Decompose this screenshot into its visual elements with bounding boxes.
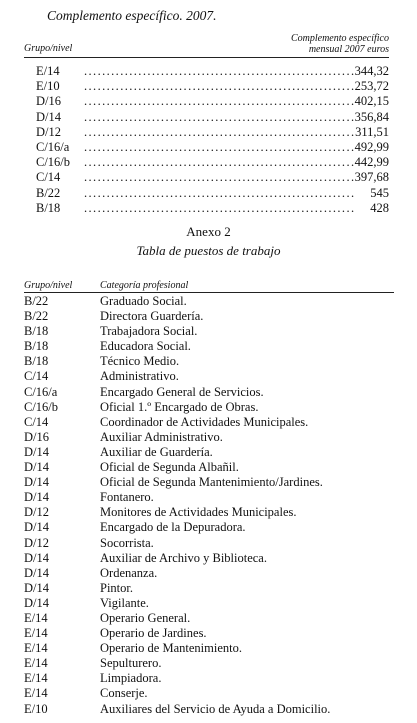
table1-header-group: Grupo/nivel (24, 43, 73, 54)
table1-amount-cell: 545 (370, 185, 389, 200)
table2-row (24, 354, 394, 369)
dot-leader: ............................................................ (84, 124, 356, 139)
dot-leader: ............................................................ (84, 139, 356, 154)
table2-group-cell: D/12 (24, 535, 49, 550)
table2-category-cell: Coordinador de Actividades Municipales. (100, 414, 309, 429)
table2-row (24, 596, 394, 611)
table2-group-cell: D/14 (24, 580, 49, 595)
table1-amount-cell: 492,99 (354, 139, 389, 154)
table2-row (24, 339, 394, 354)
table2-category-cell: Oficial 1.º Encargado de Obras. (100, 399, 259, 414)
table2-category-cell: Operario de Jardines. (100, 626, 207, 641)
table2-category-cell: Sepulturero. (100, 656, 162, 671)
table2-group-cell: D/14 (24, 490, 49, 505)
table1-group-cell: D/16 (36, 94, 61, 109)
table1-group-cell: D/12 (36, 124, 61, 139)
table1-amount-cell: 442,99 (354, 155, 389, 170)
table2-row (24, 551, 394, 566)
table2-group-cell: E/14 (24, 686, 48, 701)
table1-row (24, 155, 389, 170)
dot-leader: ............................................................ (84, 109, 356, 124)
table2-group-cell: E/14 (24, 671, 48, 686)
table2-category-cell: Conserje. (100, 686, 148, 701)
table1-row (24, 201, 389, 216)
table1-group-cell: C/16/b (36, 155, 71, 170)
table2-group-cell: C/14 (24, 414, 49, 429)
table1-amount-cell: 428 (370, 200, 389, 215)
table2-group-cell: E/14 (24, 641, 48, 656)
table1-row (24, 140, 389, 155)
table2-category-cell: Auxiliar de Guardería. (100, 444, 213, 459)
dot-leader: ............................................................ (84, 64, 356, 78)
table1-row (24, 110, 389, 125)
table2-row (24, 369, 394, 384)
table2-row (24, 294, 394, 309)
table2-category-cell: Trabajadora Social. (100, 324, 198, 339)
dot-leader: ............................................................ (84, 79, 356, 94)
table2-category-cell: Encargado General de Servicios. (100, 384, 264, 399)
table2-category-cell: Auxiliar de Archivo y Biblioteca. (100, 550, 267, 565)
table2-row (24, 460, 394, 475)
table2-group-cell: C/14 (24, 369, 49, 384)
table2-row (24, 445, 394, 460)
table1-group-cell: C/16/a (36, 139, 70, 154)
table2-category-cell: Pintor. (100, 580, 133, 595)
table2-category-cell: Fontanero. (100, 490, 154, 505)
table2-category-cell: Socorrista. (100, 535, 154, 550)
table1-row (24, 186, 389, 201)
table1-group-cell: B/22 (36, 185, 61, 200)
table1-row (24, 79, 389, 94)
table1-title: Complemento específico. 2007. (47, 8, 217, 23)
table2-row (24, 686, 394, 701)
table2-group-cell: E/10 (24, 701, 48, 716)
table1-amount-cell: 397,68 (354, 170, 389, 185)
table1-group-cell: C/14 (36, 170, 61, 185)
table1-header-amount-line1: Complemento específico (290, 33, 389, 44)
table1-row (24, 170, 389, 185)
dot-leader: ............................................................ (84, 170, 356, 185)
table2-row (24, 385, 394, 400)
table2-group-cell: B/18 (24, 324, 49, 339)
table1-row (24, 94, 389, 109)
table2-category-cell: Educadora Social. (100, 339, 191, 354)
table2-row (24, 324, 394, 339)
table2-row (24, 490, 394, 505)
table2-category-cell: Operario General. (100, 610, 191, 625)
table2-group-cell: D/14 (24, 444, 49, 459)
table2-group-cell: D/14 (24, 520, 49, 535)
table2-category-cell: Graduado Social. (100, 294, 187, 308)
table2-category-cell: Monitores de Actividades Municipales. (100, 505, 297, 520)
table1-amount-cell: 253,72 (354, 79, 389, 94)
table1-amount-cell: 311,51 (355, 124, 389, 139)
table2-group-cell: D/14 (24, 460, 49, 475)
table2-row (24, 702, 394, 717)
dot-leader: ............................................................ (84, 94, 356, 109)
table2-category-cell: Directora Guardería. (100, 309, 204, 324)
table1-amount-cell: 356,84 (354, 109, 389, 124)
table1-header-amount (189, 33, 389, 55)
table2-group-cell: E/14 (24, 610, 48, 625)
table2-category-cell: Vigilante. (100, 595, 149, 610)
table2-row (24, 400, 394, 415)
table1-amount-cell: 402,15 (354, 94, 389, 109)
table2-row (24, 415, 394, 430)
table2-row (24, 641, 394, 656)
table1-group-cell: B/18 (36, 200, 61, 215)
table2-category-cell: Limpiadora. (100, 671, 162, 686)
table2-category-cell: Operario de Mantenimiento. (100, 641, 242, 656)
table2-group-cell: E/14 (24, 656, 48, 671)
table1-header-rule (24, 57, 389, 58)
table2-group-cell: C/16/a (24, 384, 58, 399)
table2-category-cell: Auxiliares del Servicio de Ayuda a Domicilio. (100, 701, 331, 716)
table2-group-cell: B/18 (24, 354, 49, 369)
table2-group-cell: D/14 (24, 550, 49, 565)
table2-group-cell: B/22 (24, 309, 49, 324)
table2-row (24, 309, 394, 324)
dot-leader: ............................................................ (84, 200, 356, 215)
table2-category-cell: Auxiliar Administrativo. (100, 429, 223, 444)
table2-row (24, 536, 394, 551)
table2-group-cell: C/16/b (24, 399, 59, 414)
annex-label: Anexo 2 (186, 224, 231, 239)
table2-category-cell: Oficial de Segunda Albañil. (100, 460, 239, 475)
table2-row (24, 626, 394, 641)
table2-row (24, 505, 394, 520)
table2-header-category: Categoría profesional (100, 280, 189, 291)
table2-row (24, 581, 394, 596)
table2-category-cell: Oficial de Segunda Mantenimiento/Jardines. (100, 475, 323, 490)
table2-group-cell: D/16 (24, 429, 49, 444)
table2-header-group: Grupo/nivel (24, 280, 73, 291)
table2-group-cell: D/12 (24, 505, 49, 520)
table1-amount-cell: 344,32 (354, 64, 389, 78)
table1-row (24, 125, 389, 140)
table1-body (24, 64, 389, 216)
table2-group-cell: D/14 (24, 565, 49, 580)
table1-group-cell: E/10 (36, 79, 60, 94)
table2-group-cell: D/14 (24, 475, 49, 490)
table2-group-cell: B/18 (24, 339, 49, 354)
table1-header-amount-line2: mensual 2007 euros (308, 44, 389, 55)
table2-group-cell: B/22 (24, 294, 49, 308)
dot-leader: ............................................................ (84, 155, 356, 170)
table2-row (24, 475, 394, 490)
table2-row (24, 671, 394, 686)
table2-row (24, 656, 394, 671)
table1-group-cell: E/14 (36, 64, 60, 78)
table2-row (24, 566, 394, 581)
table2-category-cell: Administrativo. (100, 369, 179, 384)
table2-body (24, 294, 394, 717)
table2-row (24, 611, 394, 626)
table1-row (24, 64, 389, 79)
table2-group-cell: D/14 (24, 595, 49, 610)
table2-group-cell: E/14 (24, 626, 48, 641)
table2-header-rule (24, 292, 394, 293)
table1-group-cell: D/14 (36, 109, 61, 124)
table2-row (24, 520, 394, 535)
dot-leader: ............................................................ (84, 185, 356, 200)
table2-category-cell: Ordenanza. (100, 565, 158, 580)
annex-title: Tabla de puestos de trabajo (136, 243, 281, 258)
table2-category-cell: Encargado de la Depuradora. (100, 520, 246, 535)
table2-category-cell: Técnico Medio. (100, 354, 180, 369)
table2-row (24, 430, 394, 445)
